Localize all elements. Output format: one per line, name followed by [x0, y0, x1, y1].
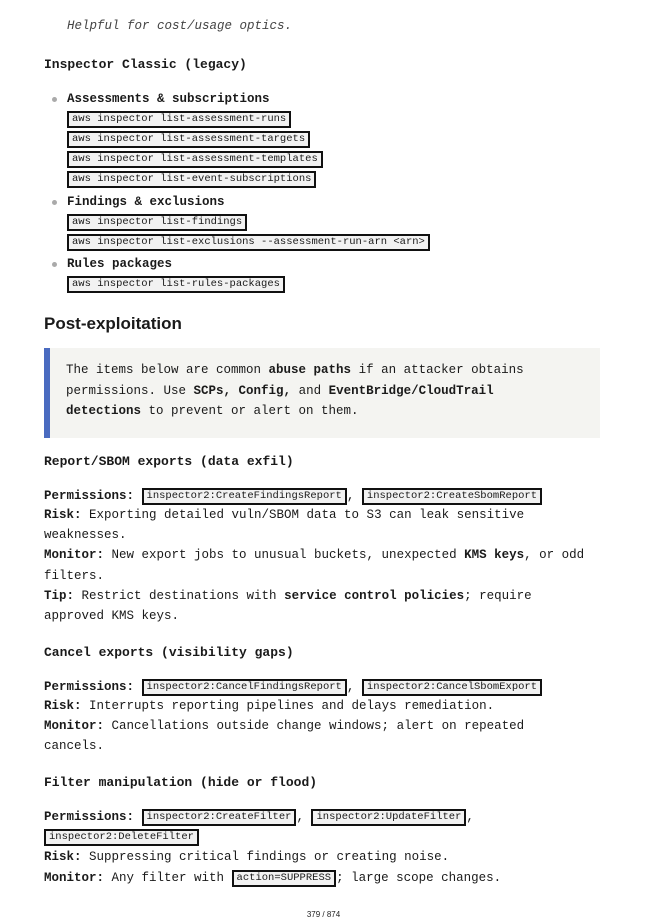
- callout-text: [66, 360, 586, 422]
- callout-b1: abuse paths: [268, 363, 352, 377]
- risk-text-cont: weaknesses.: [44, 528, 127, 542]
- bullet-dot: [52, 97, 57, 102]
- filter-permissions-cont: [44, 829, 199, 846]
- permission-code: inspector2:CreateFilter: [142, 809, 297, 826]
- monitor-text: New export jobs to unusual buckets, unexpected: [104, 548, 465, 562]
- command-code: aws inspector list-event-subscriptions: [67, 171, 316, 188]
- monitor-label: Monitor:: [44, 871, 105, 885]
- classic-heading: Inspector Classic (legacy): [44, 57, 247, 72]
- report-monitor: [44, 548, 584, 562]
- tip-label: Tip:: [44, 589, 75, 603]
- monitor-text: ; large scope changes.: [336, 871, 502, 885]
- report-tip: [44, 589, 532, 603]
- risk-label: Risk:: [44, 508, 82, 522]
- callout-t4: and: [291, 383, 329, 398]
- command-code: aws inspector list-assessment-templates: [67, 151, 323, 168]
- filter-risk: [44, 850, 449, 864]
- group-label-rules: Rules packages: [67, 257, 173, 271]
- monitor-label: Monitor:: [44, 548, 105, 562]
- bullet-dot: [52, 262, 57, 267]
- perm-label: Permissions:: [44, 489, 135, 503]
- permission-code: inspector2:CancelSbomExport: [362, 679, 542, 696]
- bullet-dot: [52, 200, 57, 205]
- command-code: aws inspector list-assessment-runs: [67, 111, 291, 128]
- risk-label: Risk:: [44, 850, 82, 864]
- permission-code: inspector2:CancelFindingsReport: [142, 679, 347, 696]
- cancel-permissions: Permissions: inspector2:CancelFindingsReport , inspector2:CancelSbomExport: [44, 679, 542, 696]
- group-label-findings: Findings & exclusions: [67, 195, 225, 209]
- cancel-heading: Cancel exports (visibility gaps): [44, 645, 294, 660]
- monitor-text: , or odd: [524, 548, 585, 562]
- cancel-monitor: [44, 719, 524, 733]
- command-code: aws inspector list-rules-packages: [67, 276, 285, 293]
- cancel-risk: [44, 699, 494, 713]
- tip-bold: service control policies: [284, 589, 465, 603]
- callout-t3: permissions. Use: [66, 383, 194, 398]
- monitor-bold: KMS keys: [464, 548, 525, 562]
- callout-t1: The items below are common: [66, 363, 269, 377]
- command-code: aws inspector list-assessment-targets: [67, 131, 310, 148]
- command-code: aws inspector list-exclusions --assessment-run-arn <arn>: [67, 234, 430, 251]
- callout-t5: to prevent or alert on them.: [141, 404, 359, 418]
- group-label-assessments: Assessments & subscriptions: [67, 92, 270, 106]
- risk-label: Risk:: [44, 699, 82, 713]
- monitor-text-cont: cancels.: [44, 739, 105, 753]
- perm-label: Permissions:: [44, 810, 135, 824]
- tip-text: ; require: [464, 589, 532, 603]
- page-number: 379 / 874: [306, 910, 341, 919]
- command-code: aws inspector list-findings: [67, 214, 247, 231]
- risk-text: Interrupts reporting pipelines and delays remediation.: [81, 699, 495, 713]
- perm-label: Permissions:: [44, 680, 135, 694]
- permission-code: inspector2:DeleteFilter: [44, 829, 199, 846]
- intro-note: Helpful for cost/usage optics.: [67, 19, 293, 33]
- report-risk: [44, 508, 524, 522]
- monitor-text: Any filter with: [104, 871, 232, 885]
- risk-text: Exporting detailed vuln/SBOM data to S3 can leak sensitive: [81, 508, 525, 522]
- callout-b3: EventBridge/CloudTrail: [328, 383, 494, 398]
- callout-b4: detections: [66, 404, 142, 418]
- permission-code: inspector2:CreateSbomReport: [362, 488, 542, 505]
- filter-permissions: Permissions: inspector2:CreateFilter , inspector2:UpdateFilter ,: [44, 810, 474, 824]
- filter-heading: Filter manipulation (hide or flood): [44, 775, 318, 790]
- callout-box: [44, 348, 600, 438]
- risk-text: Suppressing critical findings or creating noise.: [81, 850, 450, 864]
- monitor-label: Monitor:: [44, 719, 105, 733]
- filter-monitor: [44, 870, 501, 887]
- tip-text-cont: approved KMS keys.: [44, 609, 180, 623]
- permission-code: inspector2:UpdateFilter: [311, 809, 466, 826]
- report-heading: Report/SBOM exports (data exfil): [44, 454, 294, 469]
- filter-action-code: action=SUPPRESS: [232, 870, 337, 887]
- monitor-text: Cancellations outside change windows; alert on repeated: [104, 719, 525, 733]
- post-exploitation-heading: Post-exploitation: [44, 314, 182, 333]
- tip-text: Restrict destinations with: [74, 589, 285, 603]
- callout-t2: if an attacker obtains: [351, 363, 524, 377]
- permission-code: inspector2:CreateFindingsReport: [142, 488, 347, 505]
- report-permissions: Permissions: inspector2:CreateFindingsReport , inspector2:CreateSbomReport: [44, 488, 542, 505]
- monitor-text-cont: filters.: [44, 569, 105, 583]
- callout-b2: SCPs, Config,: [193, 383, 292, 398]
